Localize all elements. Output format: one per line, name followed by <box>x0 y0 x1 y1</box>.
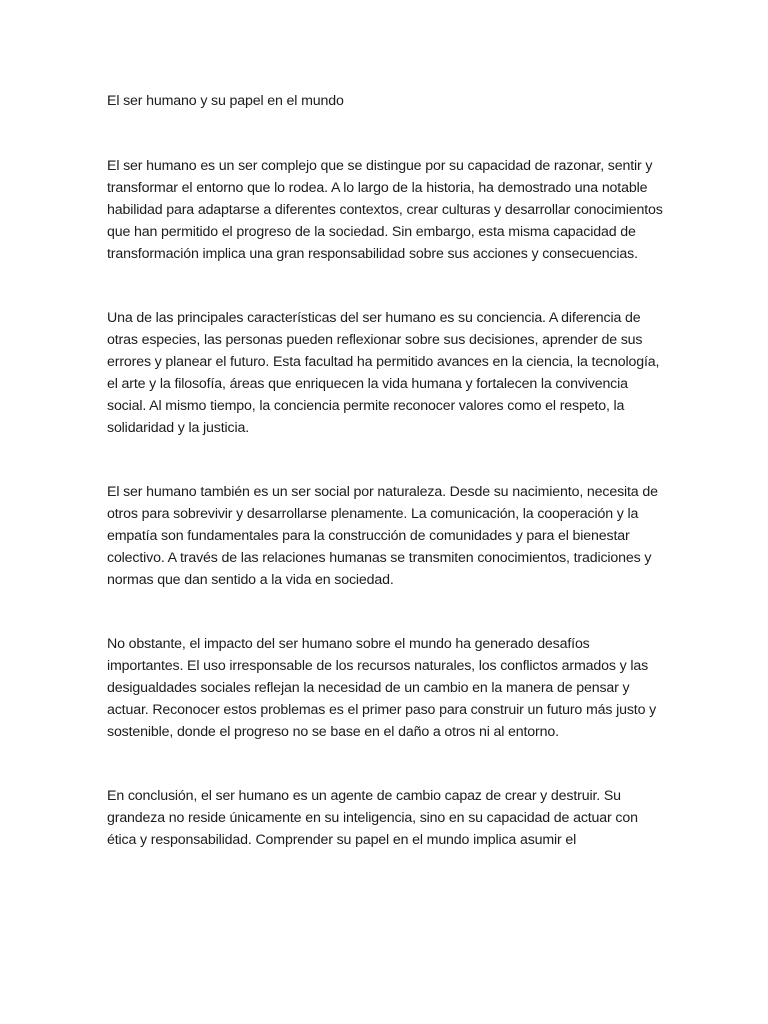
paragraph-5: En conclusión, el ser humano es un agente de cambio capaz de crear y destruir. Su grandeza no reside únicamente en su inteligencia, sino en su capacidad de actuar con ética y responsabilidad. Comprender su papel en el mundo implica asumir el <box>107 788 638 848</box>
paragraph-1: El ser humano es un ser complejo que se distingue por su capacidad de razonar, sentir y transformar el entorno que lo rodea. A lo largo de la historia, ha demostrado una notable habilidad para adaptarse a diferentes contextos, crear culturas y desarrollar conocimientos que han permitido el progreso de la sociedad. Sin embargo, esta misma capacidad de transformación implica una gran responsabilidad sobre sus acciones y consecuencias. <box>107 158 663 262</box>
paragraph-4: No obstante, el impacto del ser humano sobre el mundo ha generado desafíos importantes. El uso irresponsable de los recursos naturales, los conflictos armados y las desigualdades sociales reflejan la necesidad de un cambio en la manera de pensar y actuar. Reconocer estos problemas es el primer paso para construir un futuro más justo y sostenible, donde el progreso no se base en el daño a otros ni al entorno. <box>107 636 657 740</box>
document-title: El ser humano y su papel en el mundo <box>107 93 344 109</box>
document-body <box>107 90 667 851</box>
paragraph-3: El ser humano también es un ser social por naturaleza. Desde su nacimiento, necesita de otros para sobrevivir y desarrollarse plenamente. La comunicación, la cooperación y la empatía son fundamentales para la construcción de comunidades y para el bienestar colectivo. A través de las relaciones humanas se transmiten conocimientos, tradiciones y normas que dan sentido a la vida en sociedad. <box>107 484 658 588</box>
paragraph-2: Una de las principales características del ser humano es su conciencia. A diferencia de otras especies, las personas pueden reflexionar sobre sus decisiones, aprender de sus errores y planear el futuro. Esta facultad ha permitido avances en la ciencia, la tecnología, el arte y la filosofía, áreas que enriquecen la vida humana y fortalecen la convivencia social. Al mismo tiempo, la conciencia permite reconocer valores como el respeto, la solidaridad y la justicia. <box>107 310 660 436</box>
